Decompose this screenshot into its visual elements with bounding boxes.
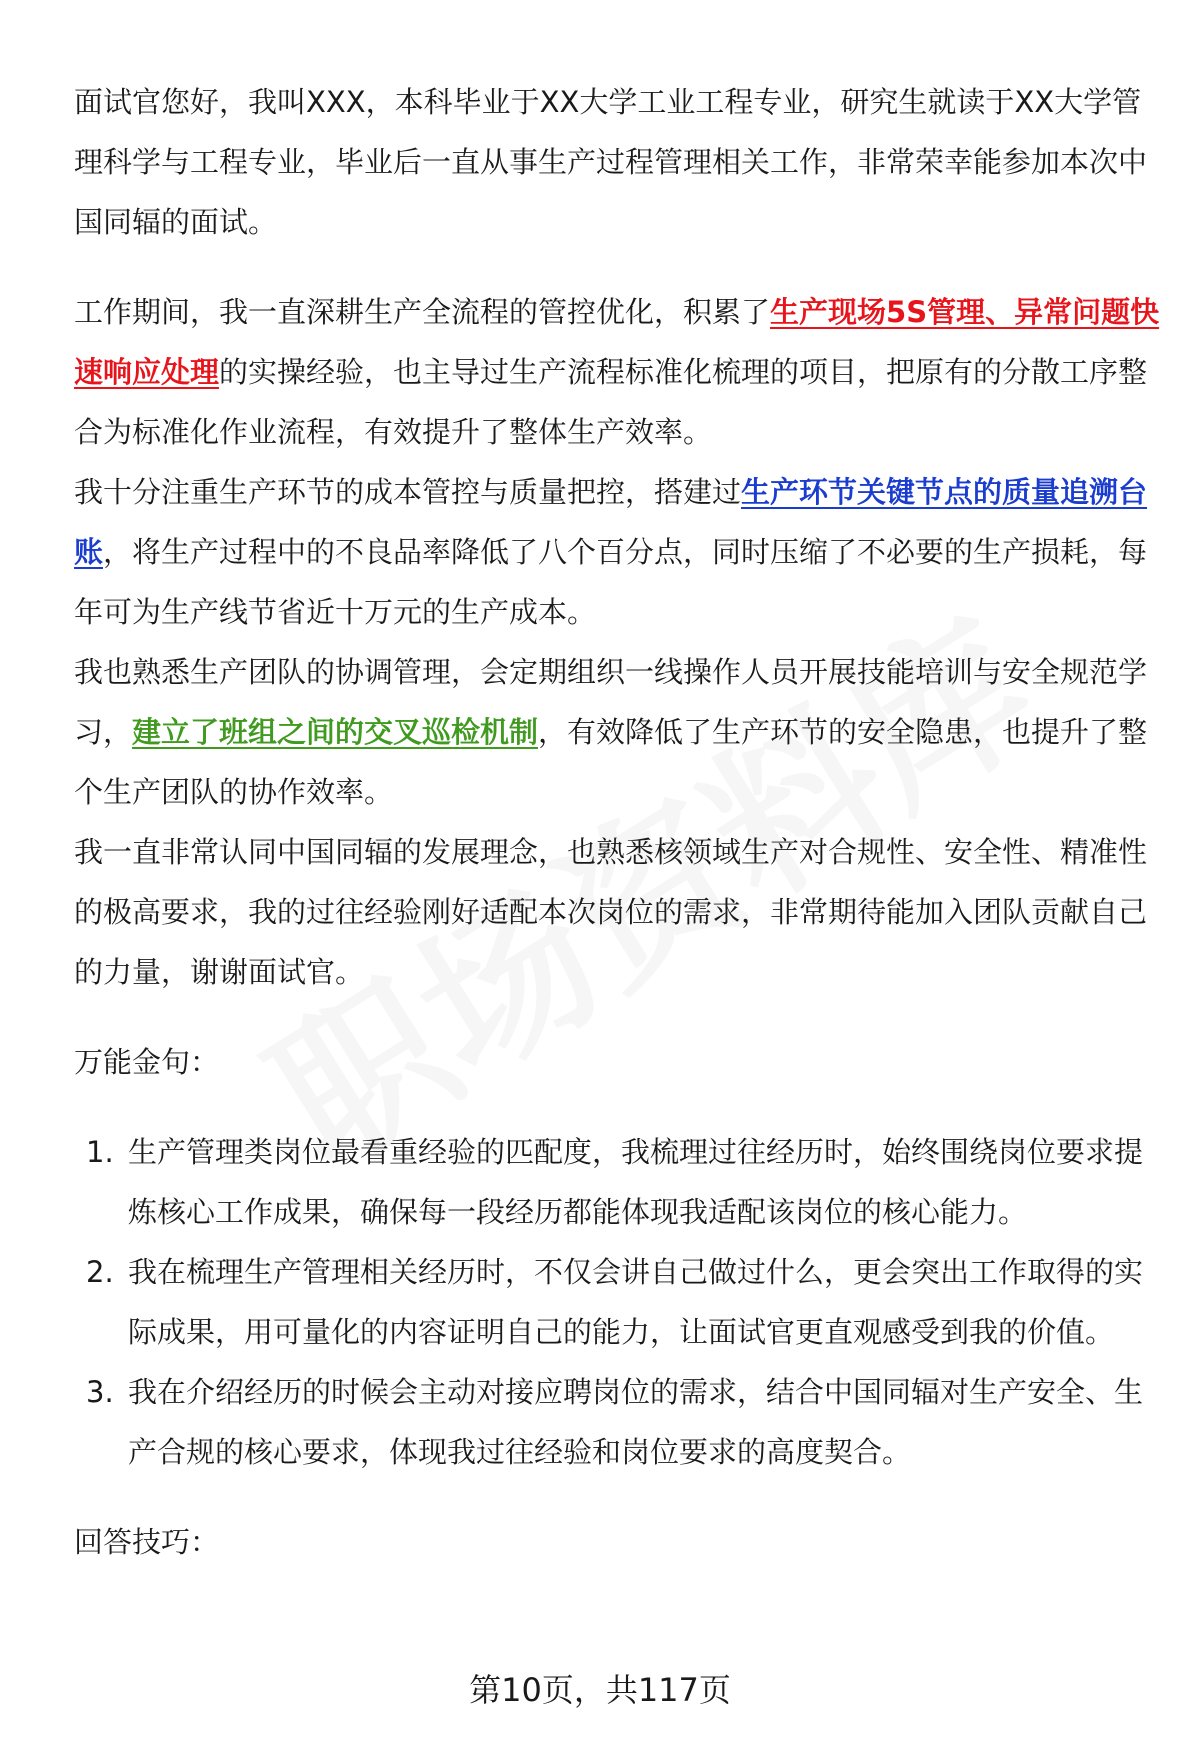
cost-quality-paragraph: [74, 462, 1160, 642]
list-item: [74, 1362, 1160, 1482]
team-paragraph: [74, 642, 1160, 822]
cost-text-after: ，将生产过程中的不良品率降低了八个百分点，同时压缩了不必要的生产损耗，每年可为生产线节省近十万元的生产成本。: [74, 535, 1148, 629]
experience-text-before: 工作期间，我一直深耕生产全流程的管控优化，积累了: [74, 295, 771, 329]
highlight-quality-ledger: 生产环节关键节点的质量追溯台账: [74, 475, 1148, 569]
experience-text-after: 的实操经验，也主导过生产流程标准化梳理的项目，把原有的分散工序整合为标准化作业流程，有效提升了整体生产效率。: [74, 355, 1148, 449]
answer-tips-heading: 回答技巧：: [74, 1525, 220, 1559]
golden-sentences-heading: 万能金句：: [74, 1045, 220, 1079]
experience-paragraph: [74, 282, 1160, 462]
golden-sentences-list: [74, 1122, 1160, 1482]
list-item-number: 3.: [86, 1375, 114, 1409]
team-text-after: ，有效降低了生产环节的安全隐患，也提升了整个生产团队的协作效率。: [74, 715, 1148, 809]
team-text-before: 我也熟悉生产团队的协调管理，会定期组织一线操作人员开展技能培训与安全规范学习，: [74, 655, 1148, 749]
highlight-5s-management: 生产现场5S管理、异常问题快速响应处理: [74, 295, 1160, 389]
list-item-number: 1.: [86, 1135, 114, 1169]
list-item-text: 我在梳理生产管理相关经历时，不仅会讲自己做过什么，更会突出工作取得的实际成果，用可量化的内容证明自己的能力，让面试官更直观感受到我的价值。: [128, 1255, 1144, 1349]
list-item-number: 2.: [86, 1255, 114, 1289]
list-item-text: 我在介绍经历的时候会主动对接应聘岗位的需求，结合中国同辐对生产安全、生产合规的核心要求，体现我过往经验和岗位要求的高度契合。: [128, 1375, 1144, 1469]
list-item: [74, 1122, 1160, 1242]
document-body: [74, 72, 1160, 1572]
cost-text-before: 我十分注重生产环节的成本管控与质量把控，搭建过: [74, 475, 742, 509]
intro-paragraph: 面试官您好，我叫XXX，本科毕业于XX大学工业工程专业，研究生就读于XX大学管理科学与工程专业，毕业后一直从事生产过程管理相关工作，非常荣幸能参加本次中国同辐的面试。: [74, 85, 1148, 239]
page-number: 第10页，共117页: [469, 1671, 731, 1709]
highlight-cross-inspection: 建立了班组之间的交叉巡检机制: [132, 715, 539, 749]
closing-paragraph: 我一直非常认同中国同辐的发展理念，也熟悉核领域生产对合规性、安全性、精准性的极高要求，我的过往经验刚好适配本次岗位的需求，非常期待能加入团队贡献自己的力量，谢谢面试官。: [74, 835, 1148, 989]
list-item: [74, 1242, 1160, 1362]
list-item-text: 生产管理类岗位最看重经验的匹配度，我梳理过往经历时，始终围绕岗位要求提炼核心工作成果，确保每一段经历都能体现我适配该岗位的核心能力。: [128, 1135, 1144, 1229]
